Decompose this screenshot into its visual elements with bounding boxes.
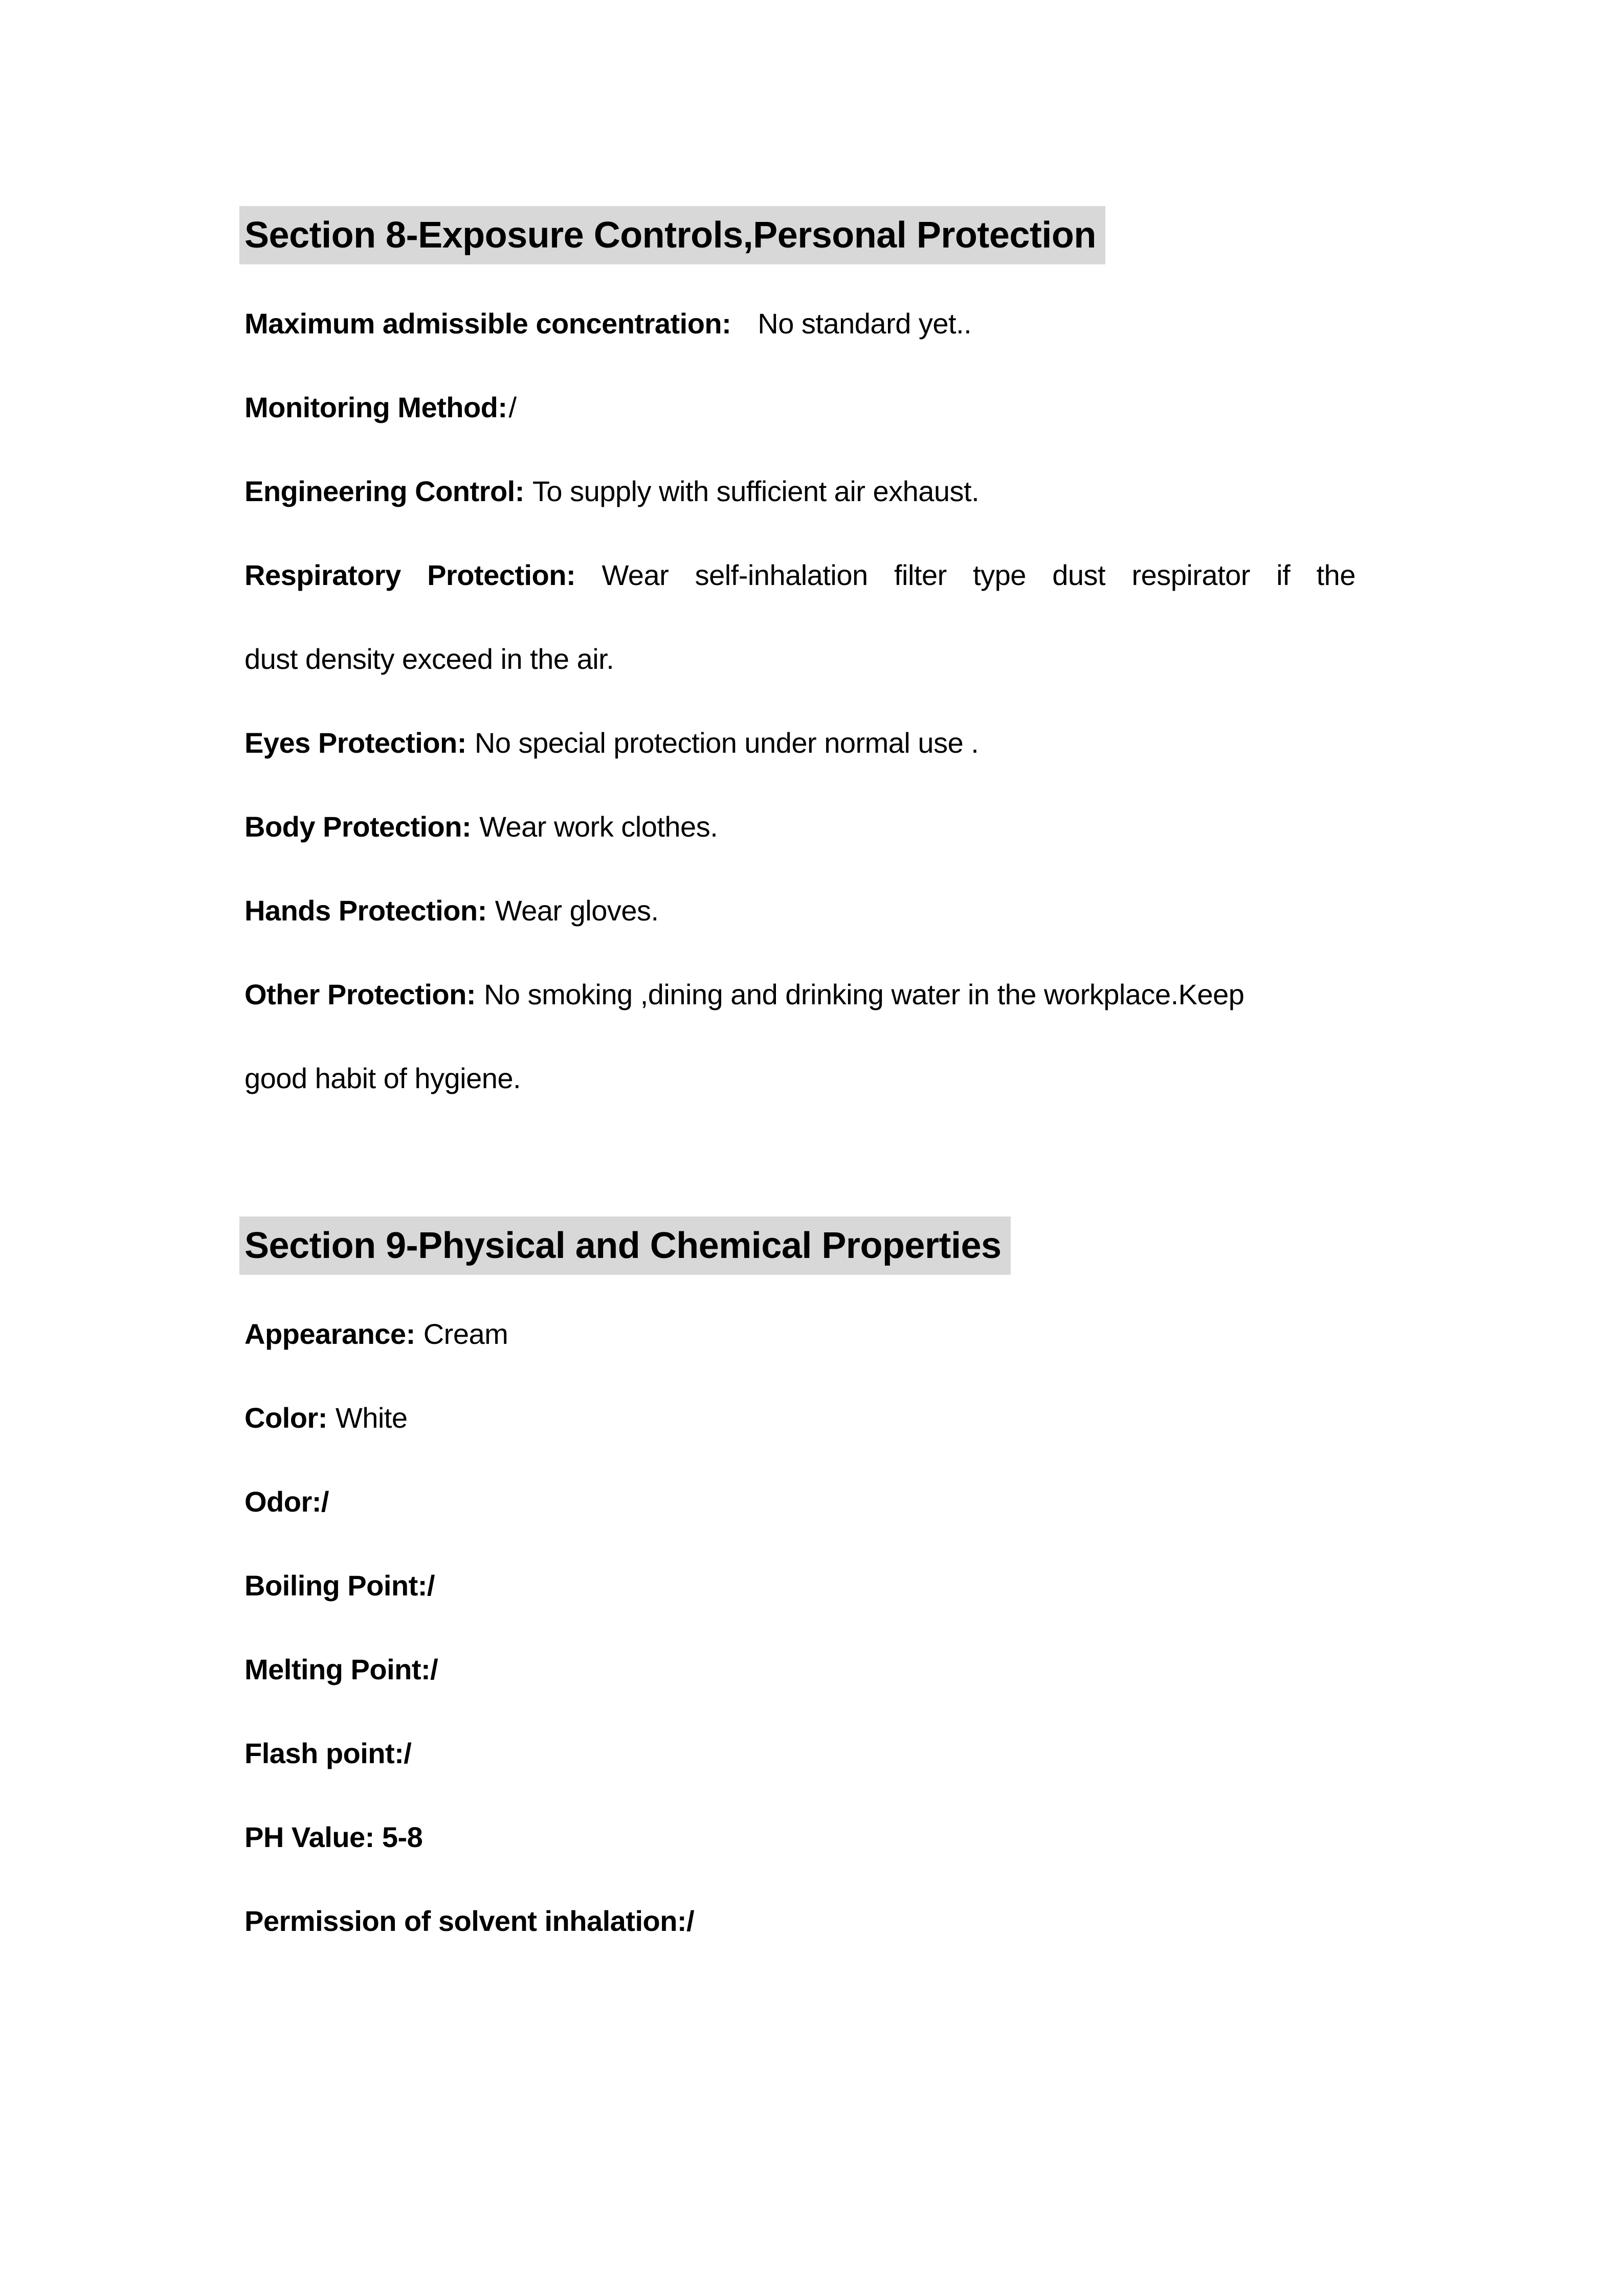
field-respiratory-protection-continued (244, 617, 1355, 701)
field-label: Melting Point:/ (244, 1653, 438, 1685)
field-label-word: Protection: (427, 559, 576, 591)
field-permission-of-solvent-inhalation (244, 1879, 1355, 1963)
field-value-word: dust (1052, 559, 1106, 591)
field-odor (244, 1460, 1355, 1544)
field-label: Appearance: (244, 1318, 415, 1350)
field-value-word: filter (894, 559, 947, 591)
field-label: Hands Protection: (244, 894, 487, 927)
field-label: Monitoring Method: (244, 391, 507, 423)
field-value: No standard yet.. (758, 307, 972, 340)
field-label: Maximum admissible concentration: (244, 307, 731, 340)
field-label: Boiling Point:/ (244, 1569, 435, 1602)
field-melting-point (244, 1628, 1355, 1712)
field-eyes-protection (244, 701, 1355, 785)
field-value: No smoking ,dining and drinking water in the workplace.Keep (483, 978, 1244, 1010)
field-value: White (335, 1402, 408, 1434)
field-boiling-point (244, 1544, 1355, 1628)
field-value-word: the (1316, 559, 1355, 591)
field-value-word: Wear (602, 559, 669, 591)
field-value-word: type (973, 559, 1026, 591)
field-value: good habit of hygiene. (244, 1062, 521, 1094)
field-respiratory-protection (244, 533, 1355, 617)
field-label: Other Protection: (244, 978, 476, 1010)
page-content (0, 206, 1355, 1963)
field-label-word: Respiratory (244, 559, 401, 591)
field-label: PH Value: 5-8 (244, 1821, 423, 1853)
field-hands-protection (244, 869, 1355, 953)
field-value: dust density exceed in the air. (244, 643, 614, 675)
field-label: Permission of solvent inhalation:/ (244, 1905, 695, 1937)
field-label: Eyes Protection: (244, 727, 466, 759)
field-label: Color: (244, 1402, 327, 1434)
field-value: Cream (423, 1318, 508, 1350)
field-label: Engineering Control: (244, 475, 524, 507)
field-value-word: respirator (1131, 559, 1250, 591)
field-other-protection-continued (244, 1037, 1355, 1120)
field-engineering-control (244, 449, 1355, 533)
field-label: Flash point:/ (244, 1737, 412, 1769)
field-flash-point (244, 1712, 1355, 1795)
field-body-protection (244, 785, 1355, 869)
field-value-word: self-inhalation (695, 559, 868, 591)
field-appearance (244, 1292, 1355, 1376)
field-value: / (508, 391, 517, 423)
field-value-word: if (1276, 559, 1291, 591)
field-monitoring-method (244, 366, 1355, 449)
field-value: To supply with sufficient air exhaust. (532, 475, 980, 507)
field-label: Body Protection: (244, 811, 472, 843)
field-other-protection (244, 953, 1355, 1037)
field-value: Wear work clothes. (479, 811, 718, 843)
section-8-fields (244, 282, 1355, 1120)
section-8-heading: Section 8-Exposure Controls,Personal Protection (239, 206, 1105, 264)
section-9-heading: Section 9-Physical and Chemical Properties (239, 1217, 1011, 1275)
field-value: Wear gloves. (495, 894, 659, 927)
field-label: Odor:/ (244, 1485, 329, 1518)
field-maximum-admissible-concentration (244, 282, 1355, 366)
field-color (244, 1376, 1355, 1460)
field-value: No special protection under normal use . (474, 727, 979, 759)
section-9-fields (244, 1292, 1355, 1963)
field-ph-value (244, 1795, 1355, 1879)
